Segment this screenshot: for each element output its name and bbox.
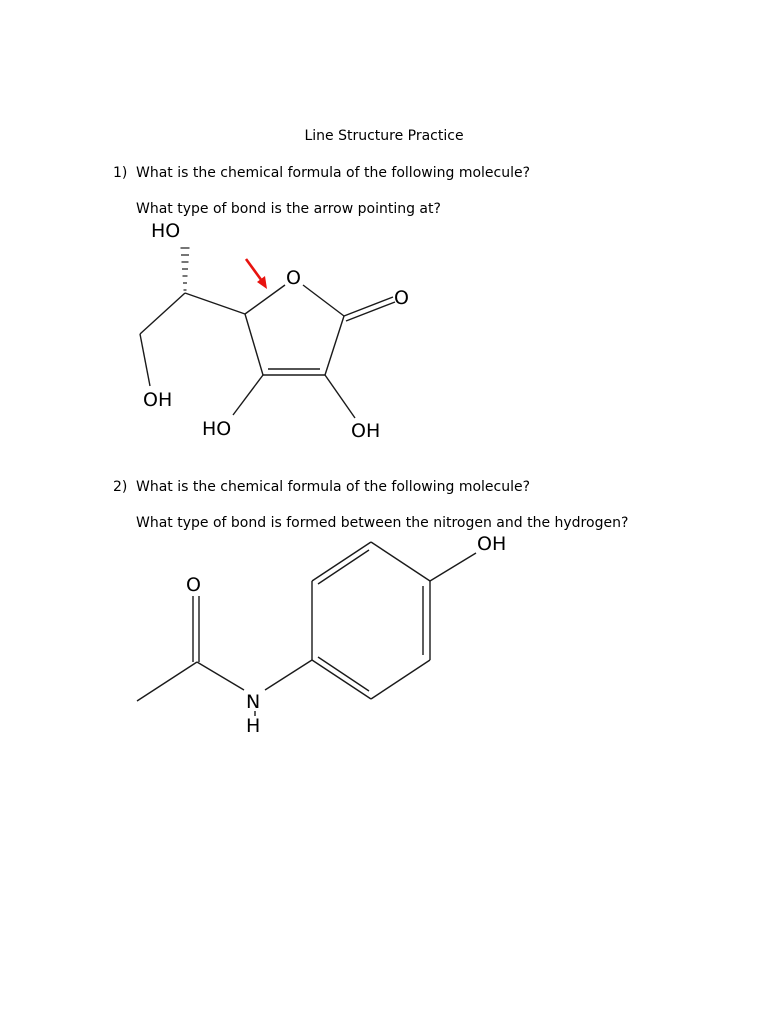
question-2-number: 2) bbox=[113, 479, 128, 495]
bond-ring-top-right bbox=[371, 542, 430, 581]
bond-ring-bottom-left-inner bbox=[318, 657, 369, 691]
label-ring-oxygen: O bbox=[286, 267, 301, 289]
bond-ring-bottom-right bbox=[371, 660, 430, 699]
bond-ring-n bbox=[265, 660, 312, 690]
bond-n-carbonyl bbox=[197, 662, 244, 690]
question-2-subprompt: What type of bond is formed between the nitrogen and the hydrogen? bbox=[136, 515, 629, 531]
page-title: Line Structure Practice bbox=[304, 128, 464, 144]
label-ho-top: HO bbox=[151, 220, 181, 242]
bond-carbonyl-methyl bbox=[137, 662, 197, 701]
label-hydrogen: H bbox=[246, 715, 261, 737]
question-1-prompt: What is the chemical formula of the following molecule? bbox=[136, 165, 531, 181]
label-oh-left: OH bbox=[143, 389, 173, 411]
question-2-prompt: What is the chemical formula of the following molecule? bbox=[136, 479, 531, 495]
bond-ring-oh bbox=[430, 553, 476, 581]
bond-ring-top-left bbox=[312, 542, 371, 581]
question-1-subprompt: What type of bond is the arrow pointing at? bbox=[136, 201, 441, 217]
bond-ring-bottom-left bbox=[312, 660, 371, 699]
question-1-number: 1) bbox=[113, 165, 128, 181]
label-nitrogen: N bbox=[246, 691, 261, 713]
label-oh: OH bbox=[477, 533, 507, 555]
label-carbonyl-oxygen: O bbox=[186, 574, 201, 596]
label-carbonyl-oxygen: O bbox=[394, 287, 409, 309]
label-ho-bottom: HO bbox=[202, 418, 232, 440]
bond-ring-top-left-inner bbox=[318, 550, 369, 584]
label-oh-bottom: OH bbox=[351, 420, 381, 442]
